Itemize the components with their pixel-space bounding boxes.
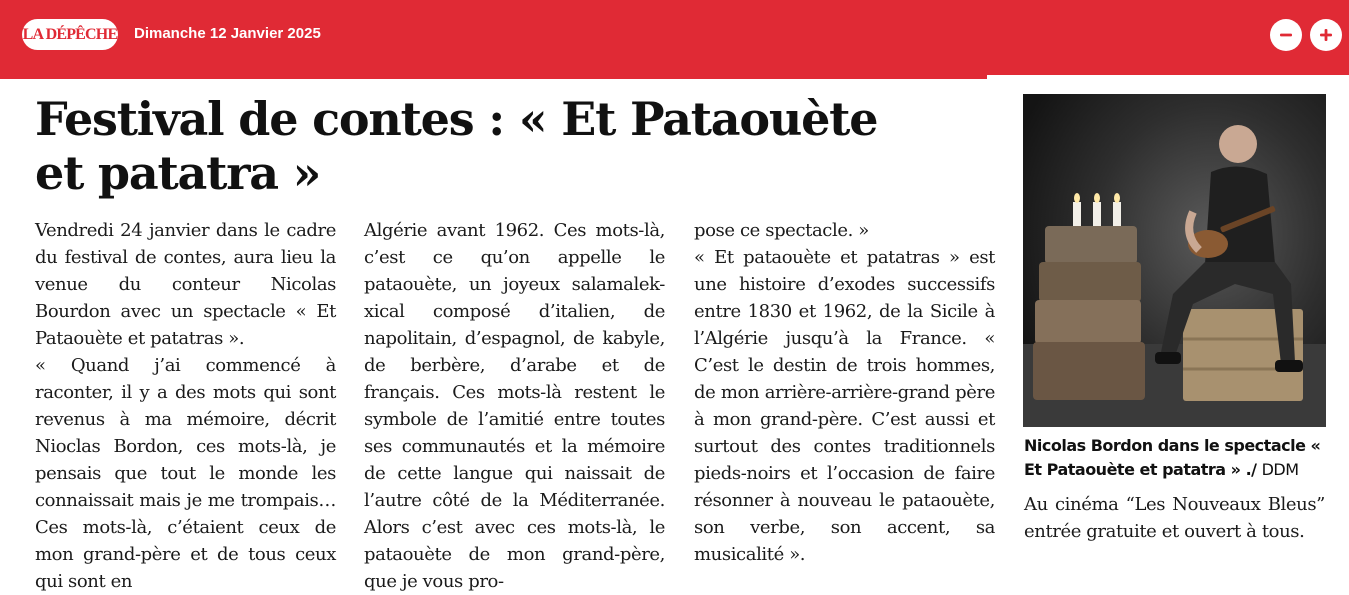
issue-date: Dimanche 12 Janvier 2025 — [134, 25, 321, 42]
minus-icon — [1277, 26, 1295, 44]
top-bar-extension — [0, 75, 987, 79]
article-column-2 — [364, 217, 665, 595]
zoom-out-button[interactable] — [1270, 19, 1302, 51]
plus-icon — [1317, 26, 1335, 44]
site-logo-text: LA DÉPÊCHE — [22, 25, 118, 43]
paragraph: « Et pataouète et patatras » est une histoire d’exodes successifs entre 1830 et 1962, de la Sicile à l’Algérie jusqu’à la France. « C’est le destin de trois hommes, de mon arrière-arrière-grand père à mon grand-père. C’est aussi et surtout des contes traditionnels pieds-noirs et l’occasion de faire résonner à nouveau le pataouète, son verbe, son accent, sa musicalité ». — [694, 247, 995, 565]
article-title: Festival de contes : « Et Pataouète et patatra » — [35, 92, 878, 200]
photo-credit: DDM — [1261, 460, 1299, 479]
photo-caption-text: Nicolas Bordon dans le spectacle « Et Pataouète et patatra » ./ — [1024, 436, 1321, 479]
paragraph: « Quand j’ai commencé à raconter, il y a des mots qui sont revenus à ma mémoire, décrit Nioclas Bordon, ces mots-là, je pensais que tout le monde les connaissait mais je me trompais… Ces mots-là, c’étaient ceux de mon grand-père et de tous ceux qui sont en — [35, 355, 336, 592]
site-logo[interactable] — [22, 19, 118, 50]
zoom-in-button[interactable] — [1310, 19, 1342, 51]
article-photo[interactable] — [1023, 94, 1326, 427]
photo-caption — [1024, 434, 1329, 482]
event-info: Au cinéma “Les Nouveaux Bleus” entrée gratuite et ouvert à tous. — [1024, 494, 1325, 542]
paragraph: Algérie avant 1962. Ces mots-là, c’est ce qu’on appelle le pataouète, un joyeux salamalek-xical composé d’italien, de napolitain, d’espagnol, de kabyle, de berbère, d’arabe et de français. Ces mots-là restent le symbole de l’amitié entre toutes ses communautés et la mémoire de cette langue qui naissait de l’autre côté de la Méditerranée. Alors c’est avec ces mots-là, le pataouète de mon grand-père, que je vous pro- — [364, 220, 665, 592]
paragraph: Vendredi 24 janvier dans le cadre du festival de contes, aura lieu la venue du conteur Nicolas Bourdon avec un spectacle « Et Pataouète et patatras ». — [35, 220, 336, 349]
performer-photo-illustration — [1023, 94, 1326, 427]
article-column-1 — [35, 217, 336, 595]
article-column-3 — [694, 217, 995, 568]
paragraph: pose ce spectacle. » — [694, 220, 869, 241]
